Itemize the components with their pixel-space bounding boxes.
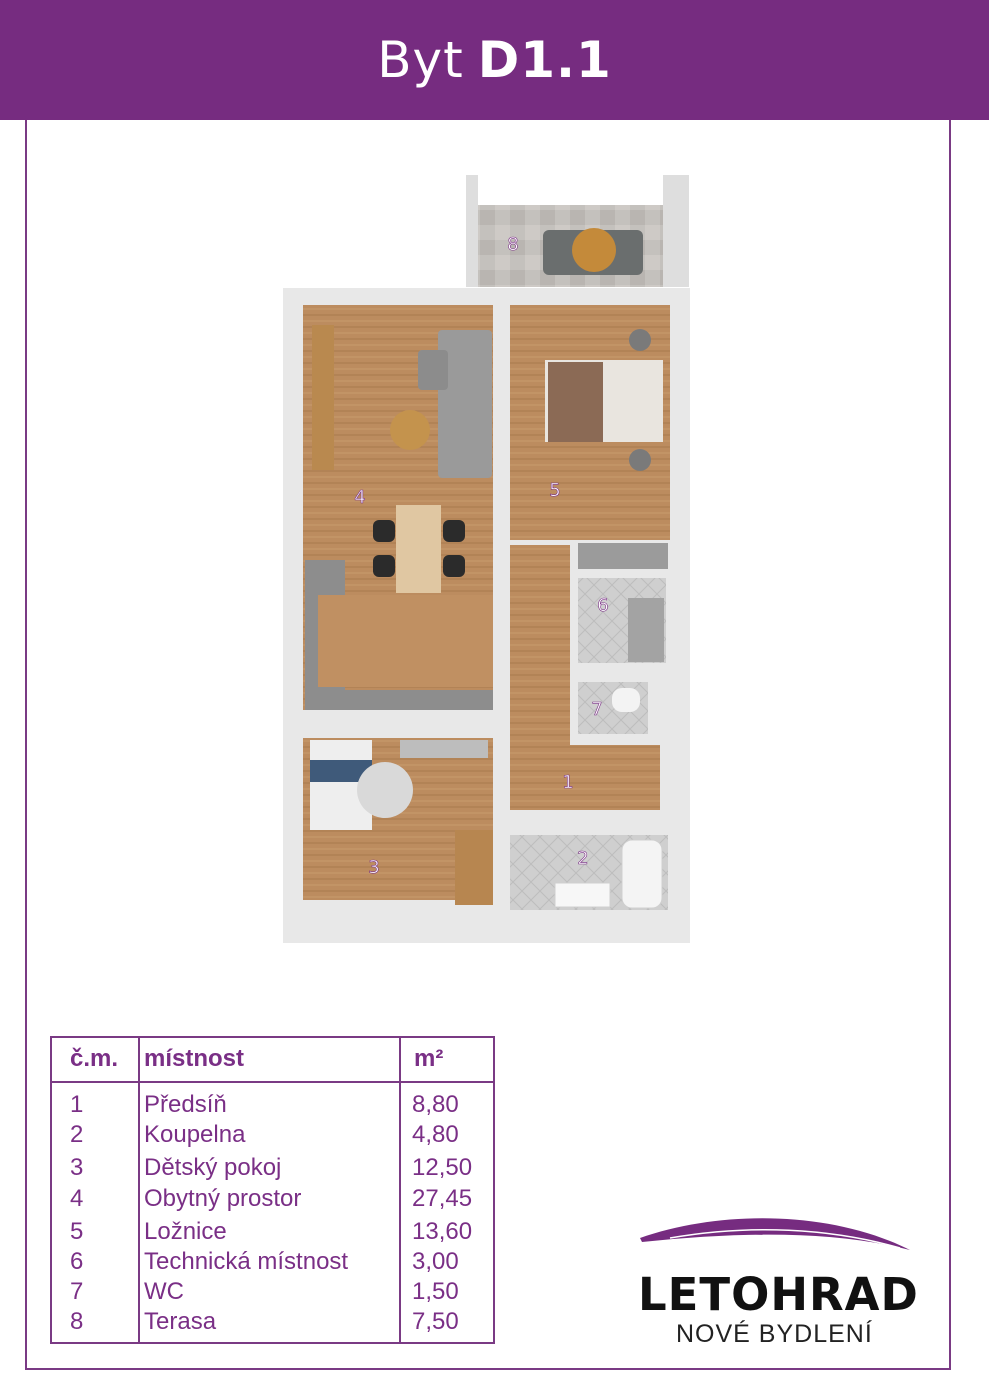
sofa-arm [418,350,448,390]
logo-wordmark: LETOHRAD [638,1268,919,1321]
coffee-table [390,410,430,450]
title-code: D1.1 [477,31,612,89]
row-number: 4 [70,1185,84,1212]
row-number: 1 [70,1091,84,1118]
sink [555,883,610,907]
logo-tagline: NOVÉ BYDLENÍ [676,1320,873,1348]
row-area: 8,80 [412,1091,459,1118]
room-label-1: 1 [562,772,574,793]
room-label-8: 8 [507,234,519,255]
room-label-4: 4 [354,487,366,508]
row-area: 4,80 [412,1121,459,1148]
row-name: Předsíň [144,1091,227,1118]
legend-row [52,1184,493,1214]
room-label-7: 7 [591,699,603,720]
row-area: 1,50 [412,1278,459,1305]
kitchen-counter-bottom [305,690,493,710]
row-name: Ložnice [144,1218,227,1245]
row-name: Dětský pokoj [144,1154,282,1181]
tv-cabinet [312,325,334,470]
room-1-floor-2 [510,745,660,810]
row-area: 27,45 [412,1185,473,1212]
row-number: 6 [70,1248,84,1275]
row-name: Technická místnost [144,1248,349,1275]
row-name: Terasa [144,1308,217,1335]
room-label-5: 5 [549,480,561,501]
row-name: Obytný prostor [144,1185,302,1212]
row-number: 8 [70,1308,84,1335]
dining-table [396,505,441,593]
chair-2 [373,555,395,577]
legend-row [52,1153,493,1183]
legend-row [52,1217,493,1247]
terrace-round-table [572,228,616,272]
row-area: 3,00 [412,1248,459,1275]
row-number: 7 [70,1278,84,1305]
chair-4 [443,555,465,577]
nightstand-top [629,329,651,351]
room-label-2: 2 [577,848,589,869]
legend-row [52,1307,493,1337]
room-label-3: 3 [368,857,380,878]
row-area: 13,60 [412,1218,473,1245]
legend-header-area: m² [414,1045,444,1072]
legend-header-room: místnost [144,1045,245,1072]
toilet [612,688,640,712]
nightstand-bottom [629,449,651,471]
legend-row [52,1120,493,1150]
bathtub [622,840,662,908]
legend-header-number: č.m. [70,1045,119,1072]
row-area: 7,50 [412,1308,459,1335]
letohrad-logo [630,1210,920,1350]
row-number: 2 [70,1121,84,1148]
kitchen-worktop [318,595,493,687]
kids-rug [357,762,413,818]
terrace-wall-left [466,175,478,287]
bed-blanket [548,362,603,442]
kids-desk [455,830,493,905]
terrace-wall-right [663,175,689,287]
row-name: WC [144,1278,184,1305]
kids-shelf [400,740,488,758]
legend-row [52,1090,493,1120]
chair-3 [443,520,465,542]
chair-1 [373,520,395,542]
row-area: 12,50 [412,1154,473,1181]
legend-row [52,1247,493,1277]
legend-header-divider [52,1081,493,1083]
washer [628,598,664,662]
title-prefix: Byt [377,31,464,89]
row-number: 5 [70,1218,84,1245]
legend-row [52,1277,493,1307]
row-name: Koupelna [144,1121,246,1148]
logo-swoosh-icon [630,1210,920,1270]
hall-wardrobe [578,543,668,569]
room-legend-table [50,1036,495,1344]
row-number: 3 [70,1154,84,1181]
room-label-6: 6 [597,595,609,616]
